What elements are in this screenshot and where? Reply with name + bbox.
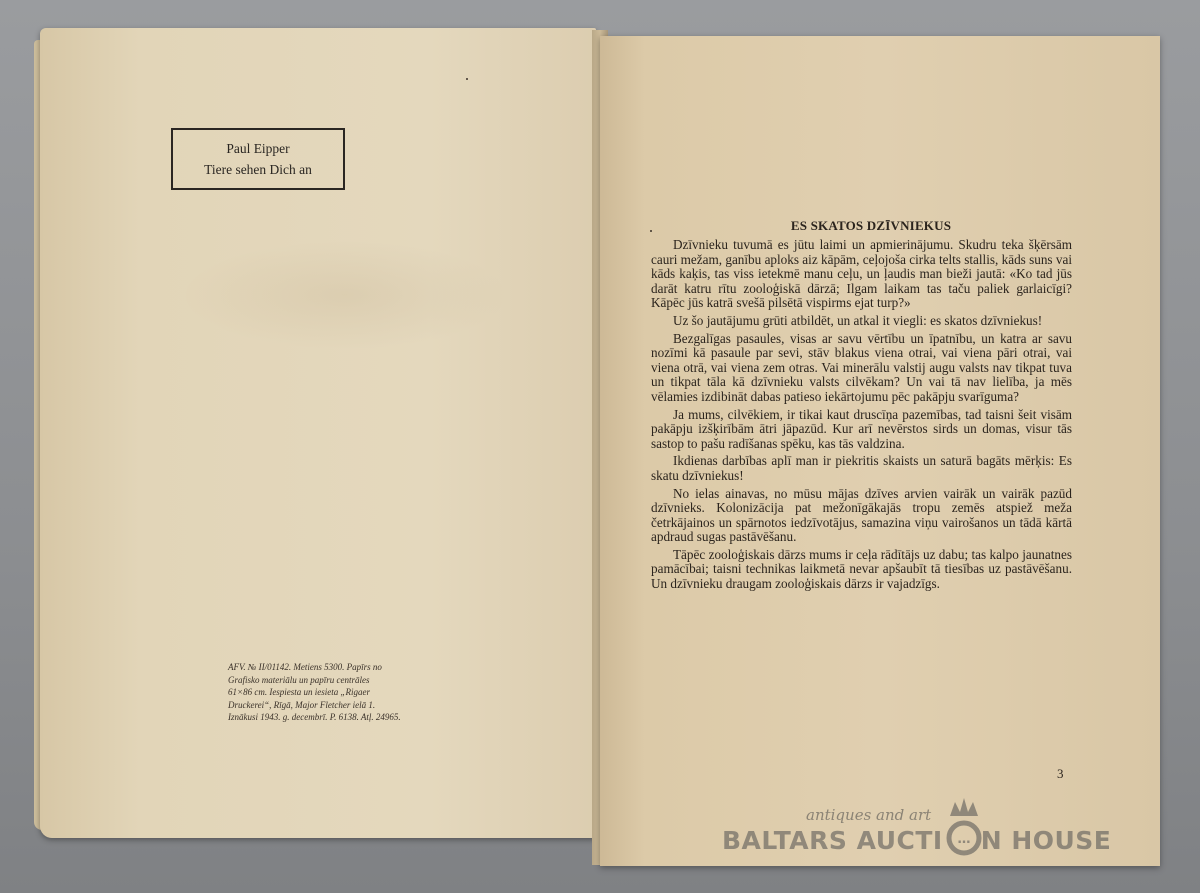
crown-dots: … (957, 832, 971, 847)
stamp-author: Paul Eipper (226, 141, 290, 156)
paragraph: Uz šo jautājumu grūti atbildēt, un atkal it viegli: es skatos dzīvniekus! (673, 312, 1043, 328)
imprint-line: 61×86 cm. Iespiesta un iesieta „Rigaer (228, 687, 371, 697)
paragraph: Tāpēc zooloģiskais dārzs mums ir ceļa rādītājs uz dabu; tas kalpo jaunatnes pamācībai; taisni technikas laikmetā nevar apšaubīt tā tiesības uz pastāvēšanu. Un dzīvnieku draugam zooloģiskais dārzs ir vajadzīgs. (651, 546, 1072, 592)
paragraph: Ikdienas darbības aplī man ir piekritis skaists un saturā bagāts mērķis: Es skatu dzīvniekus! (651, 453, 1072, 483)
paragraph: No ielas ainavas, no mūsu mājas dzīves arvien vairāk un vairāk pazūd dzīvnieks. Kolonizācija pat mežonīgākajās tropu zemēs atspiež meža četrkājainos un spārnotos iedzīvotājus, samazina viņu vairošanos un tādā kārtā apdraud sugas pastāvēšanu. (651, 485, 1072, 545)
watermark-name-start: BALTARS AUCTI (722, 826, 943, 855)
watermark-tagline: antiques and art (806, 806, 932, 824)
watermark-name-end: N HOUSE (980, 826, 1112, 855)
crown-logo-icon (946, 794, 982, 856)
paper-speck (650, 230, 652, 232)
chapter-title: ES SKATOS DZĪVNIEKUS (790, 218, 952, 233)
imprint-line: Druckerei“, Rīgā, Major Fletcher ielā 1. (228, 699, 376, 710)
imprint-line: Iznākusi 1943. g. decembrī. P. 6138. Atļ. 24965. (228, 712, 401, 722)
watermark-logo-text (722, 826, 1111, 855)
imprint-note (228, 661, 454, 724)
article-body (651, 238, 1072, 595)
imprint-line: AFV. № II/01142. Metiens 5300. Papīrs no (228, 662, 382, 672)
page-number: 3 (1057, 766, 1064, 781)
paragraph: Bezgalīgas pasaules, visas ar savu vērtību un īpatnību, un katra ar savu nozīmi kā pasaule par sevi, stāv blakus viena otrai, vai viena pāri otrai, vai viena otrā, vai viena zem otras. Vai minerālu valstij augu valsts nav tikpat tuva un tikpat tāla kā dzīvnieku valsts cilvēkam? Un vai tā nav lielība, ja mēs vēlamies izdibināt dabas patieso iekārtojumu pēc pakāpju svarīguma? (651, 330, 1072, 404)
paper-speck (466, 78, 468, 80)
paragraph: Ja mums, cilvēkiem, ir tikai kaut druscīņa pazemības, tad taisni šeit visām pakāpju izšķirībām ātri jāpazūd. Kur arī nevērstos sirds un domas, visur tās sastop to pašu radīšanas spēku, kas tās valdzina. (651, 406, 1072, 451)
author-title-stamp (171, 128, 345, 190)
paragraph: Dzīvnieku tuvumā es jūtu laimi un apmierinājumu. Skudru teka šķērsām cauri mežam, ganību aploks aiz kāpām, ceļojoša cirka telts stallis, kāds suns vai kāds kaķis, tas viss ietekmē manu ceļu, un ļaudis man bieži jautā: «Ko tad jūs darāt katru rītu zooloģiskā dārzā; Ilgam laikam tas taču paliek garlaicīgi? Kāpēc jūs katrā svešā pilsētā vispirms ejat turp?» (651, 237, 1072, 311)
imprint-line: Grafisko materiālu un papīru centrāles (228, 674, 370, 685)
ink-show-through (180, 240, 510, 350)
stamp-title: Tiere sehen Dich an (204, 162, 312, 177)
